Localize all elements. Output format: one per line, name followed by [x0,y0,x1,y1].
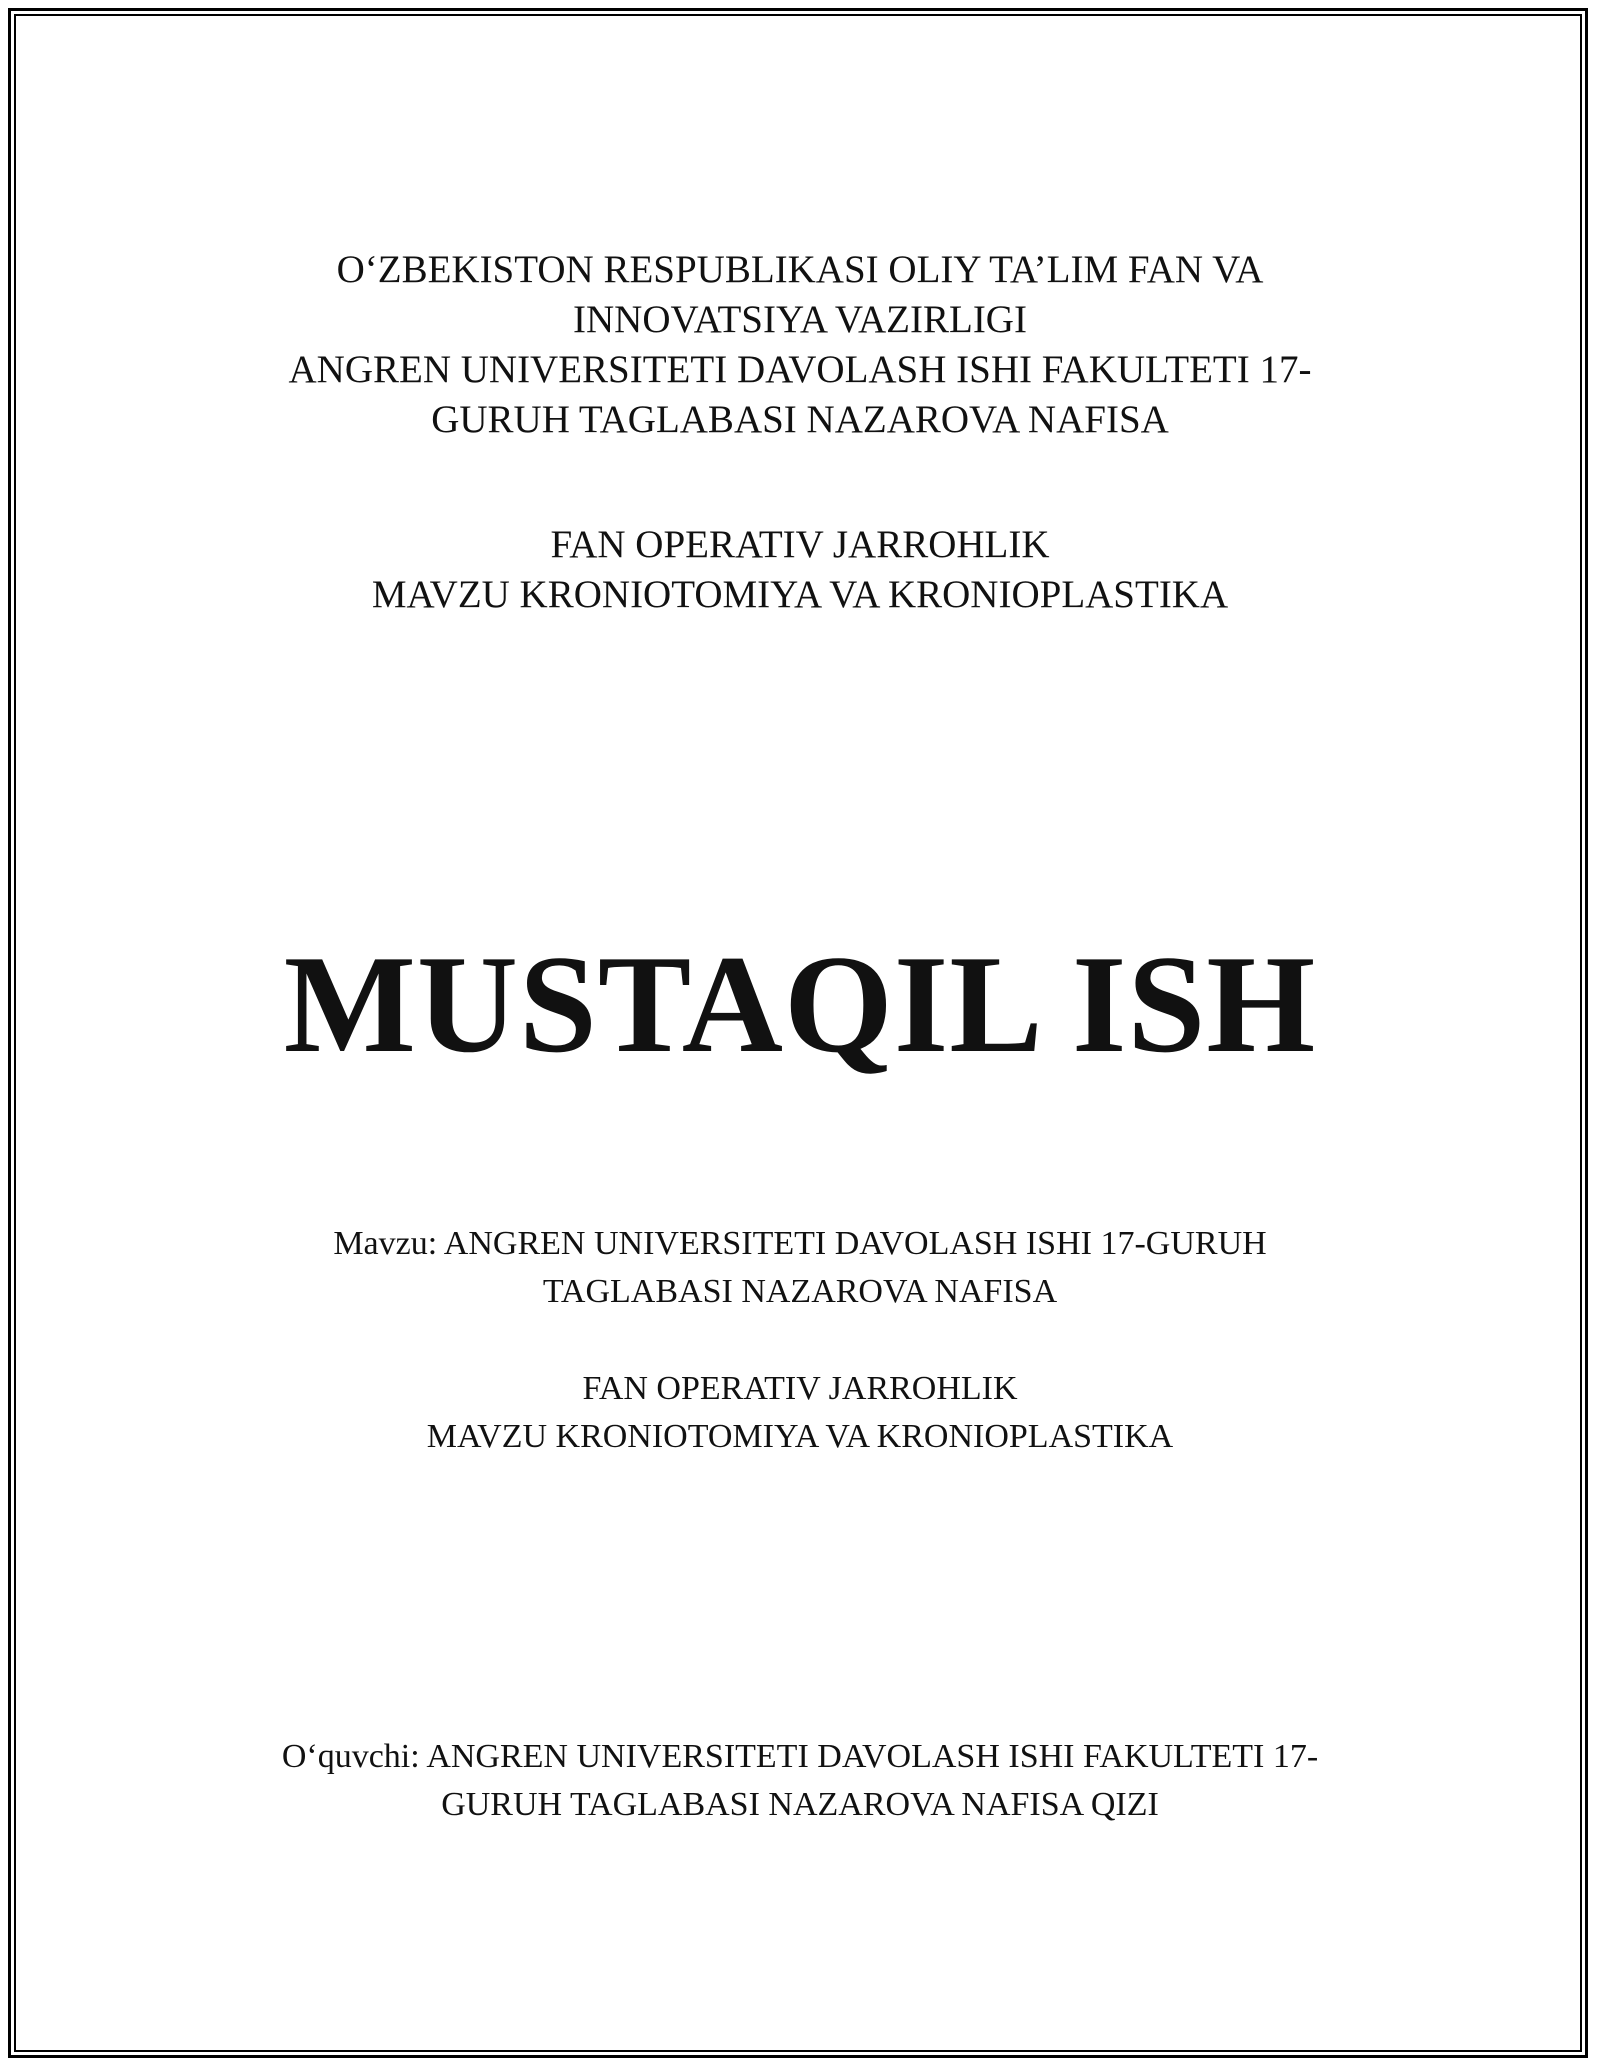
subject-line: FAN OPERATIV JARROHLIK [550,523,1050,566]
header-line: O‘ZBEKISTON RESPUBLIKASI OLIY TA’LIM FAN VA [336,248,1264,291]
header-line: ANGREN UNIVERSITETI DAVOLASH ISHI FAKULTETI 17- [288,348,1312,391]
ministry-header [0,245,1600,445]
student-line: O‘quvchi: ANGREN UNIVERSITETI DAVOLASH ISHI FAKULTETI 17- [281,1738,1319,1775]
subject-bottom [0,1365,1600,1461]
subject-top [0,520,1600,620]
topic-block [0,1220,1600,1316]
subject-line: FAN OPERATIV JARROHLIK [582,1370,1018,1407]
topic-line: Mavzu: ANGREN UNIVERSITETI DAVOLASH ISHI 17-GURUH [333,1225,1267,1262]
topic-line: TAGLABASI NAZAROVA NAFISA [542,1273,1058,1310]
subject-line: MAVZU KRONIOTOMIYA VA KRONIOPLASTIKA [371,573,1229,616]
header-line: GURUH TAGLABASI NAZAROVA NAFISA [431,398,1169,441]
student-line: GURUH TAGLABASI NAZAROVA NAFISA QIZI [441,1786,1159,1823]
subject-line: MAVZU KRONIOTOMIYA VA KRONIOPLASTIKA [426,1418,1174,1455]
student-block [0,1733,1600,1829]
header-line: INNOVATSIYA VAZIRLIGI [573,298,1027,341]
document-title: MUSTAQIL ISH [283,927,1317,1082]
